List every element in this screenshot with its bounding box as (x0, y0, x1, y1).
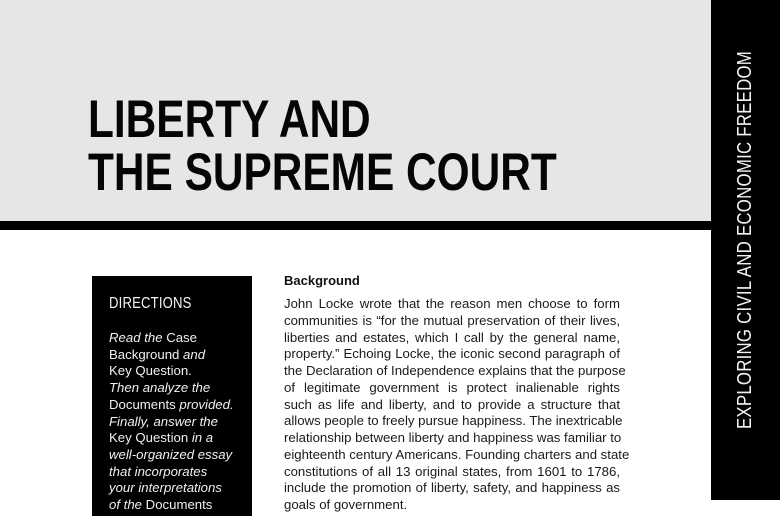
directions-run: Documents (109, 396, 180, 412)
directions-run: your interpretations (109, 480, 222, 496)
background-line: the Declaration of Independence explains that the purpose (284, 363, 626, 378)
background-line: communities is “for the mutual preservation of their lives, (284, 312, 620, 328)
directions-run: Finally, answer the (109, 413, 218, 429)
directions-run: Then analyze the (109, 380, 211, 396)
background-line: include the promotion of liberty, safety, and happiness as (284, 480, 620, 496)
background-line: of legitimate government is protect inalienable rights (284, 379, 620, 395)
directions-run: provided. (179, 396, 234, 412)
directions-run: and (183, 346, 206, 362)
background-text (284, 296, 630, 514)
directions-line (109, 464, 251, 481)
header-divider (0, 221, 711, 230)
directions-text (109, 330, 251, 514)
directions-line (109, 380, 251, 397)
directions-line (109, 447, 251, 464)
directions-line (109, 330, 251, 347)
directions-box (92, 276, 252, 516)
directions-run: of the (109, 497, 146, 513)
background-line: allows people to freely pursue happiness. The inextricable (284, 413, 623, 429)
background-line: eighteenth century Americans. Founding charters and state (284, 446, 630, 462)
background-line: liberties and estates, which I call by the general name, (284, 329, 620, 345)
directions-line (109, 414, 251, 431)
background-line: such as life and liberty, and to provide a structure that (284, 396, 620, 412)
directions-line (109, 347, 251, 364)
directions-line (109, 480, 251, 497)
page-title-line-2: THE SUPREME COURT (88, 143, 557, 202)
directions-run: that incorporates (109, 463, 208, 479)
directions-run: Key Question (109, 430, 192, 446)
directions-run: Read the (109, 330, 167, 345)
page-title-line-1: LIBERTY AND (88, 90, 371, 149)
directions-line (109, 430, 251, 447)
background-line: relationship between liberty and happiness was familiar to (284, 430, 622, 445)
background-line: goals of government. (284, 497, 408, 512)
background-heading: Background (284, 273, 360, 288)
directions-line (109, 363, 251, 380)
directions-run: Background (109, 346, 184, 362)
directions-run: well-organized essay (109, 446, 233, 462)
background-line: property.” Echoing Locke, the iconic second paragraph of (284, 346, 620, 362)
directions-line (109, 397, 251, 414)
background-line: John Locke wrote that the reason men choose to form (284, 296, 620, 311)
side-tab-label: EXPLORING CIVIL AND ECONOMIC FREEDOM (733, 50, 756, 430)
directions-title: DIRECTIONS (109, 295, 192, 312)
directions-run: Documents (145, 497, 213, 513)
directions-run: Case (166, 330, 197, 345)
directions-run: in a (191, 430, 214, 446)
directions-run: Key Question. (109, 363, 192, 379)
background-line: constitutions of all 13 original states, from 1601 to 1786, (284, 463, 620, 479)
